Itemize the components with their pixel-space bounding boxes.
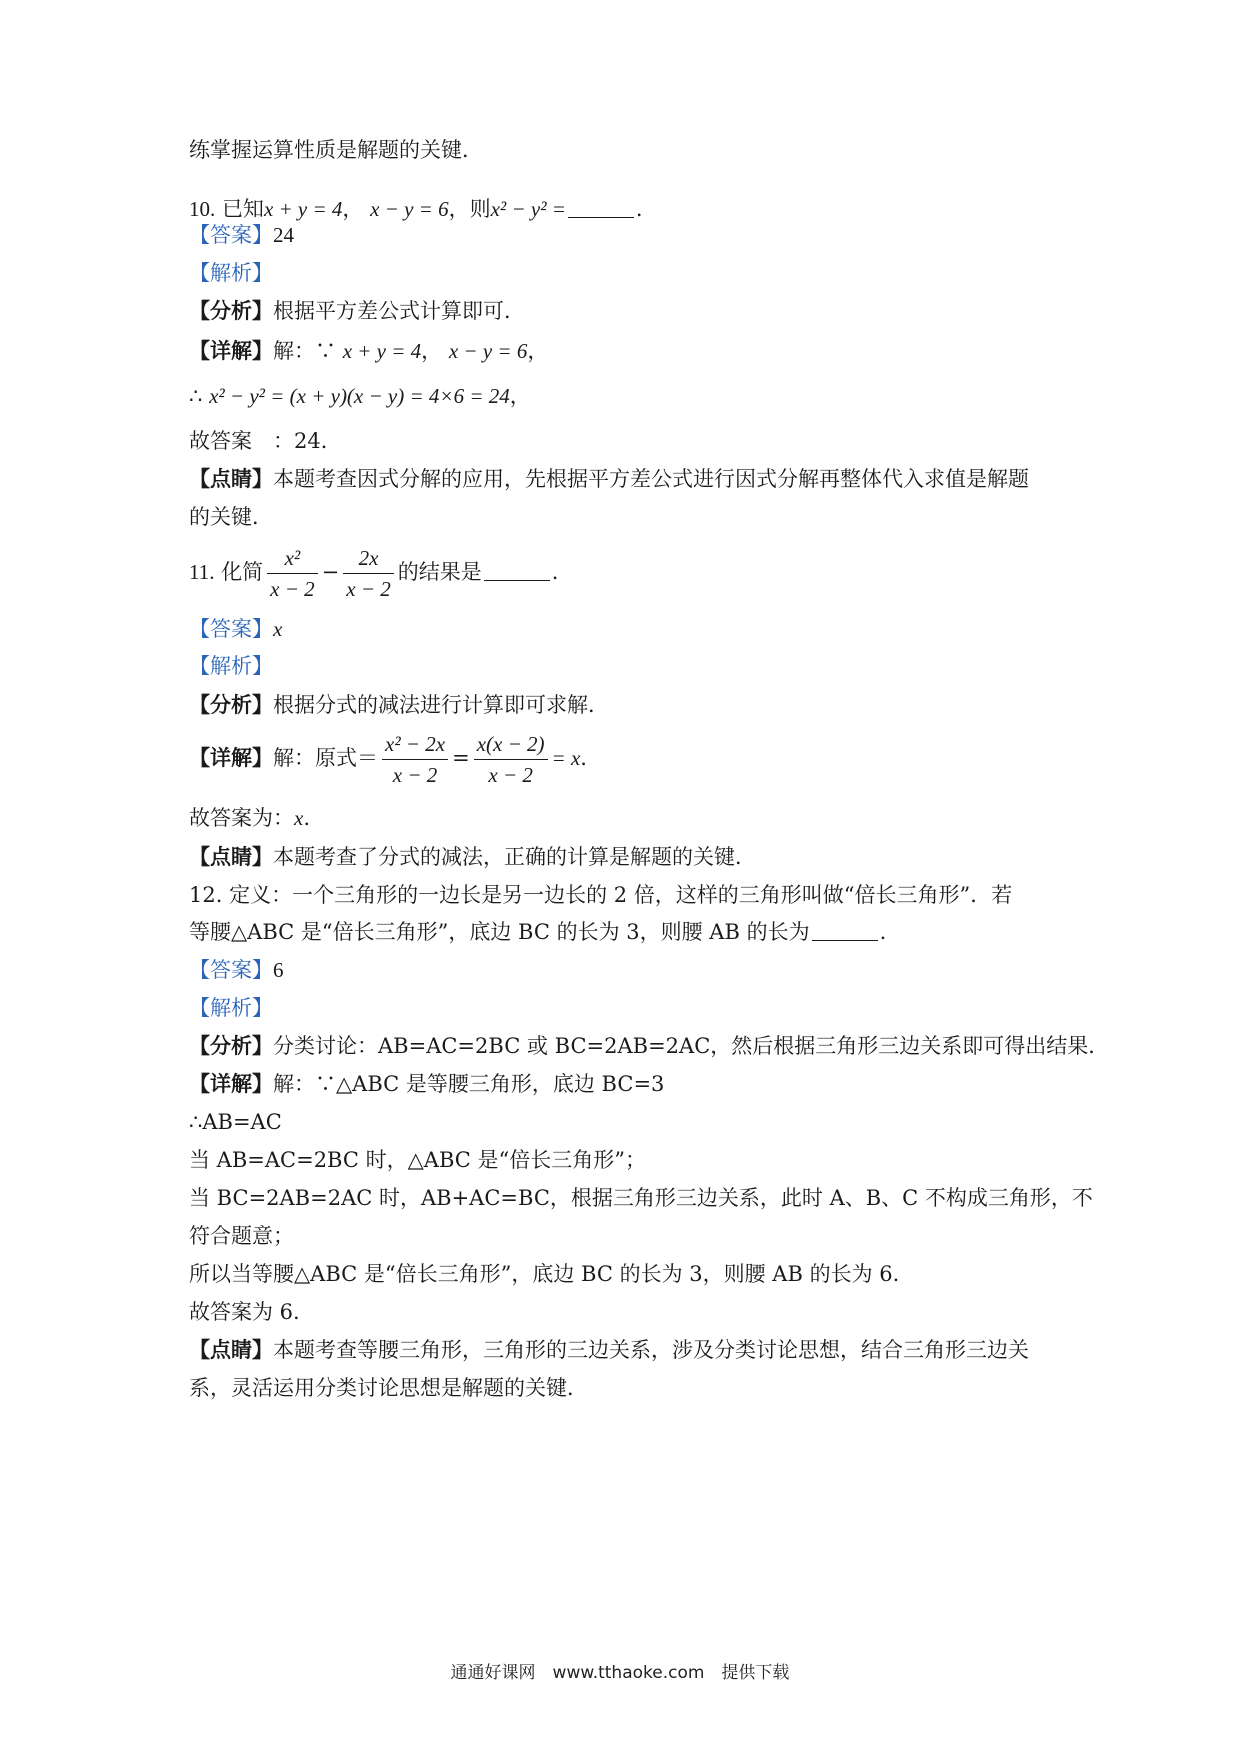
line-text: 当 AB=AC=2BC 时，△ABC 是“倍长三角形”；	[189, 1148, 646, 1172]
text-line	[189, 136, 1059, 164]
math-expression: = x	[551, 746, 581, 770]
fraction	[382, 729, 448, 790]
fenxi-text: 分类讨论：AB=AC=2BC 或 BC=2AB=2AC，然后根据三角形三边关系即可得出结果．	[273, 1034, 1110, 1058]
fenxi-text: 根据平方差公式计算即可．	[273, 299, 525, 323]
fraction-numerator: x²	[267, 543, 318, 574]
fraction-numerator: 2x	[343, 543, 394, 574]
xiangjie-line: 【详解】解：原式＝ $\frac{\text{x² − 2x}}{x - 2}$ = $\frac{x(x - 2)}{x - 2}$ = x.	[189, 728, 1059, 790]
math-expression: x + y = 4	[263, 197, 343, 221]
math-expression: x	[294, 806, 304, 830]
conclusion-line	[189, 427, 1059, 455]
dianjing-tag: 【点睛】	[189, 466, 273, 491]
dianjing-text: 本题考查等腰三角形，三角形的三边关系，涉及分类讨论思想，结合三角形三边关	[273, 1338, 1029, 1362]
question-text: 等腰△ABC 是“倍长三角形”，底边 BC 的长为 3，则腰 AB 的长为	[189, 920, 810, 944]
line-text: 当 BC=2AB=2AC 时，AB+AC=BC，根据三角形三边关系，此时 A、B、C 不构成三角形，不	[189, 1186, 1093, 1210]
math-expression: x + y = 4	[342, 339, 422, 363]
question-text: 化简	[221, 560, 264, 584]
xiangjie-text: 解：原式＝	[273, 746, 378, 770]
answer-blank	[568, 197, 634, 218]
math-expression: x − y = 6	[448, 339, 528, 363]
analysis-line	[189, 994, 1059, 1022]
answer-line	[189, 221, 1059, 249]
answer-value: 24	[273, 223, 294, 247]
dianjing-text: 本题考查因式分解的应用，先根据平方差公式进行因式分解再整体代入求值是解题	[273, 467, 1029, 491]
dianjing-line	[189, 843, 1059, 871]
line-text: 系，灵活运用分类讨论思想是解题的关键．	[189, 1376, 588, 1400]
question-12-cont: 等腰△ABC 是“倍长三角形”，底边 BC 的长为 3，则腰 AB 的长为 .	[189, 920, 887, 944]
answer-value: 6	[273, 958, 284, 982]
fraction-denominator: x − 2	[392, 763, 438, 787]
xiangjie-line	[189, 1070, 1059, 1098]
fraction-denominator: x − 2	[270, 577, 315, 601]
answer-blank	[812, 920, 878, 941]
text-line	[189, 1108, 1059, 1136]
answer-line	[189, 956, 1059, 984]
dianjing-line	[189, 1336, 1059, 1364]
dianjing-tag: 【点睛】	[189, 1337, 273, 1362]
answer-blank	[484, 560, 550, 581]
fenxi-tag: 【分析】	[189, 1033, 273, 1058]
fenxi-line	[189, 1032, 1110, 1060]
fraction	[474, 729, 548, 790]
dianjing-line	[189, 465, 1059, 493]
analysis-tag: 【解析】	[189, 996, 273, 1020]
question-number: 11.	[189, 560, 215, 584]
fraction-denominator: x − 2	[488, 763, 533, 787]
analysis-line	[189, 652, 1059, 680]
line-text: 所以当等腰△ABC 是“倍长三角形”，底边 BC 的长为 3，则腰 AB 的长为 6.	[189, 1262, 900, 1286]
fraction	[267, 543, 318, 604]
fenxi-text: 根据分式的减法进行计算即可求解．	[273, 693, 609, 717]
question-text: 已知	[221, 197, 264, 221]
dianjing-text: 本题考查了分式的减法，正确的计算是解题的关键．	[273, 845, 756, 869]
analysis-tag: 【解析】	[189, 261, 273, 285]
fenxi-line	[189, 691, 1059, 719]
answer-tag: 【答案】	[189, 958, 273, 982]
question-text: 则	[469, 197, 491, 221]
text-line	[189, 503, 1059, 531]
fenxi-tag: 【分析】	[189, 692, 273, 717]
fenxi-line	[189, 297, 1059, 325]
line-text: 练掌握运算性质是解题的关键．	[189, 138, 483, 162]
xiangjie-tag: 【详解】	[189, 1071, 273, 1096]
question-text: 12. 定义：一个三角形的一边长是另一边长的 2 倍，这样的三角形叫做“倍长三角形”．若	[189, 883, 1013, 907]
line-text: ∴AB=AC	[189, 1110, 282, 1134]
line-text: 的关键．	[189, 505, 273, 529]
math-expression: x − y = 6	[370, 197, 449, 221]
text-line	[189, 1260, 1059, 1288]
fraction-numerator: x(x − 2)	[474, 729, 548, 760]
conclusion-line: 故答案为：x.	[189, 806, 311, 830]
question-text: 的结果是	[397, 560, 482, 584]
question-number: 10.	[189, 197, 216, 221]
therefore-symbol: ∴	[189, 384, 203, 408]
fraction-numerator: x² − 2x	[382, 729, 448, 760]
line-text: 符合题意；	[189, 1224, 294, 1248]
analysis-tag: 【解析】	[189, 654, 273, 678]
dianjing-tag: 【点睛】	[189, 844, 273, 869]
text-line	[189, 1374, 1059, 1402]
answer-tag: 【答案】	[189, 223, 273, 247]
answer-line	[189, 615, 1059, 643]
question-10: 10. 已知x + y = 4， x − y = 6，则x² − y² = .	[189, 197, 643, 221]
math-expression: x² − y² =	[490, 197, 566, 221]
derivation-line: ∴ x² − y² = (x + y)(x − y) = 4×6 = 24，	[189, 384, 531, 408]
answer-tag: 【答案】	[189, 617, 273, 641]
analysis-line	[189, 259, 1059, 287]
question-12	[189, 881, 1059, 909]
xiangjie-tag: 【详解】	[189, 338, 273, 363]
question-11: 11. 化简 $\frac{\text{x²}}{x - 2}$ − $\frac{2x}{x - 2}$ 的结果是 .	[189, 542, 1059, 604]
text-line	[189, 1146, 1059, 1174]
xiangjie-line: 【详解】解：∵ x + y = 4， x − y = 6，	[189, 338, 549, 363]
fraction	[343, 543, 394, 604]
xiangjie-text: 解：∵△ABC 是等腰三角形，底边 BC=3	[273, 1072, 665, 1096]
xiangjie-tag: 【详解】	[189, 745, 273, 770]
fraction-denominator: x − 2	[346, 577, 391, 601]
conclusion-text: 故答案为 6.	[189, 1300, 300, 1324]
conclusion-text: 故答案 ：24．	[189, 429, 342, 453]
xiangjie-text: 解：∵	[273, 339, 336, 363]
answer-value: x	[273, 617, 283, 641]
conclusion-text: 故答案为：	[189, 806, 294, 830]
math-expression: x² − y² = (x + y)(x − y) = 4×6 = 24	[209, 384, 510, 408]
page-footer: 通通好课网 www.tthaoke.com 提供下载	[450, 1663, 790, 1683]
conclusion-line	[189, 1298, 1059, 1326]
text-line	[189, 1184, 1093, 1212]
text-line	[189, 1222, 1059, 1250]
fenxi-tag: 【分析】	[189, 298, 273, 323]
